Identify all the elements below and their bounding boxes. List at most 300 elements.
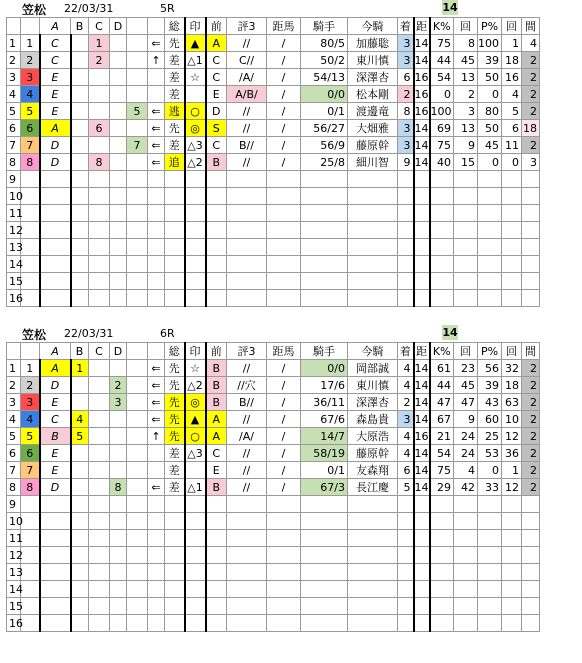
horse-row[interactable] — [7, 377, 540, 394]
rating-e[interactable] — [127, 69, 148, 86]
distance-horse[interactable]: / — [267, 394, 301, 411]
empty-cell[interactable] — [127, 256, 148, 273]
row-number[interactable]: 5 — [7, 428, 21, 445]
empty-cell[interactable] — [430, 290, 454, 307]
empty-cell[interactable] — [301, 581, 348, 598]
k-percent[interactable]: 61 — [430, 360, 454, 377]
rating-c[interactable] — [89, 479, 110, 496]
p-count[interactable]: 4 — [502, 86, 522, 103]
gate-number[interactable]: 4 — [21, 411, 40, 428]
hdr-kan[interactable]: 間 — [522, 343, 540, 360]
prediction-mark[interactable]: ▲ — [185, 35, 206, 52]
empty-cell[interactable] — [71, 188, 89, 205]
row-number[interactable]: 16 — [7, 290, 21, 307]
empty-cell[interactable] — [89, 239, 110, 256]
hdr-d[interactable]: D — [110, 343, 127, 360]
row-number[interactable]: 1 — [7, 360, 21, 377]
rating-d[interactable]: 3 — [110, 394, 127, 411]
horse-row[interactable] — [7, 137, 540, 154]
row-number[interactable]: 14 — [7, 581, 21, 598]
run-arrow[interactable]: ⇐ — [148, 479, 165, 496]
row-number[interactable]: 7 — [7, 462, 21, 479]
eval-3[interactable]: // — [227, 103, 267, 120]
row-number[interactable]: 10 — [7, 188, 21, 205]
k-count[interactable]: 8 — [454, 35, 478, 52]
interval[interactable]: 2 — [522, 479, 540, 496]
rating-a[interactable]: E — [40, 69, 71, 86]
row-number[interactable]: 12 — [7, 547, 21, 564]
rating-e[interactable]: 5 — [127, 103, 148, 120]
distance-horse[interactable]: / — [267, 52, 301, 69]
run-arrow[interactable]: ⇐ — [148, 360, 165, 377]
empty-cell[interactable] — [127, 513, 148, 530]
empty-cell[interactable] — [127, 547, 148, 564]
empty-cell[interactable] — [348, 188, 398, 205]
hdr-kishu[interactable]: 騎手 — [301, 18, 348, 35]
style-total[interactable]: 差 — [165, 69, 185, 86]
empty-cell[interactable] — [206, 188, 227, 205]
empty-cell[interactable] — [478, 615, 502, 632]
empty-cell[interactable] — [414, 513, 430, 530]
empty-cell[interactable] — [398, 171, 414, 188]
p-count[interactable]: 32 — [502, 360, 522, 377]
empty-cell[interactable] — [502, 239, 522, 256]
empty-cell[interactable] — [148, 256, 165, 273]
rating-a[interactable]: E — [40, 445, 71, 462]
empty-cell[interactable] — [414, 205, 430, 222]
rating-e[interactable] — [127, 86, 148, 103]
gate-number[interactable]: 6 — [21, 445, 40, 462]
k-percent[interactable]: 21 — [430, 428, 454, 445]
row-number[interactable]: 14 — [7, 256, 21, 273]
style-total[interactable]: 先 — [165, 120, 185, 137]
empty-cell[interactable] — [301, 530, 348, 547]
empty-cell[interactable] — [165, 564, 185, 581]
empty-cell[interactable] — [40, 547, 71, 564]
rating-c[interactable] — [89, 445, 110, 462]
rating-c[interactable] — [89, 411, 110, 428]
empty-cell[interactable] — [206, 547, 227, 564]
empty-cell[interactable] — [348, 222, 398, 239]
rating-a[interactable]: D — [40, 377, 71, 394]
prev-rating[interactable]: A — [206, 35, 227, 52]
row-number[interactable]: 10 — [7, 513, 21, 530]
empty-cell[interactable] — [148, 205, 165, 222]
empty-cell[interactable] — [127, 290, 148, 307]
empty-cell[interactable] — [206, 273, 227, 290]
empty-cell[interactable] — [267, 239, 301, 256]
horse-row[interactable] — [7, 360, 540, 377]
style-total[interactable]: 先 — [165, 411, 185, 428]
empty-cell[interactable] — [227, 239, 267, 256]
k-percent[interactable]: 29 — [430, 479, 454, 496]
rating-e[interactable] — [127, 394, 148, 411]
empty-cell[interactable] — [185, 598, 206, 615]
empty-row[interactable] — [7, 222, 540, 239]
empty-cell[interactable] — [127, 496, 148, 513]
rating-d[interactable] — [110, 445, 127, 462]
empty-cell[interactable] — [522, 171, 540, 188]
empty-cell[interactable] — [227, 513, 267, 530]
empty-cell[interactable] — [40, 188, 71, 205]
empty-cell[interactable] — [478, 171, 502, 188]
empty-cell[interactable] — [206, 513, 227, 530]
empty-cell[interactable] — [148, 222, 165, 239]
rating-b[interactable] — [71, 120, 89, 137]
eval-3[interactable]: // — [227, 479, 267, 496]
rating-d[interactable] — [110, 69, 127, 86]
empty-cell[interactable] — [165, 581, 185, 598]
distance-horse[interactable]: / — [267, 428, 301, 445]
hdr-gate[interactable] — [21, 18, 40, 35]
rating-d[interactable] — [110, 52, 127, 69]
horse-row[interactable] — [7, 394, 540, 411]
empty-cell[interactable] — [206, 171, 227, 188]
horse-row[interactable] — [7, 86, 540, 103]
empty-cell[interactable] — [227, 188, 267, 205]
rating-e[interactable]: 7 — [127, 137, 148, 154]
empty-cell[interactable] — [40, 598, 71, 615]
horse-row[interactable] — [7, 120, 540, 137]
gate-number[interactable]: 8 — [21, 154, 40, 171]
hdr-p[interactable]: P% — [478, 18, 502, 35]
hdr-sou[interactable]: 総 — [165, 343, 185, 360]
empty-cell[interactable] — [165, 513, 185, 530]
k-percent[interactable]: 75 — [430, 462, 454, 479]
jockey-stats[interactable]: 14/7 — [301, 428, 348, 445]
rating-c[interactable] — [89, 428, 110, 445]
empty-cell[interactable] — [414, 188, 430, 205]
k-count[interactable]: 4 — [454, 462, 478, 479]
run-arrow[interactable]: ⇐ — [148, 394, 165, 411]
empty-cell[interactable] — [301, 496, 348, 513]
empty-cell[interactable] — [301, 273, 348, 290]
empty-cell[interactable] — [148, 547, 165, 564]
distance-horse[interactable]: / — [267, 479, 301, 496]
empty-cell[interactable] — [71, 547, 89, 564]
prediction-mark[interactable]: △3 — [185, 137, 206, 154]
empty-cell[interactable] — [301, 547, 348, 564]
empty-cell[interactable] — [430, 530, 454, 547]
empty-cell[interactable] — [89, 547, 110, 564]
p-percent[interactable]: 39 — [478, 52, 502, 69]
empty-cell[interactable] — [301, 513, 348, 530]
rating-b[interactable]: 5 — [71, 428, 89, 445]
k-percent[interactable]: 69 — [430, 120, 454, 137]
jockey-stats[interactable]: 50/2 — [301, 52, 348, 69]
empty-cell[interactable] — [110, 205, 127, 222]
empty-cell[interactable] — [89, 188, 110, 205]
interval[interactable]: 2 — [522, 377, 540, 394]
prev-rating[interactable]: B — [206, 360, 227, 377]
prediction-mark[interactable]: △1 — [185, 479, 206, 496]
finish[interactable]: 6 — [398, 69, 414, 86]
empty-cell[interactable] — [110, 564, 127, 581]
empty-cell[interactable] — [110, 256, 127, 273]
empty-cell[interactable] — [398, 598, 414, 615]
prev-rating[interactable]: B — [206, 377, 227, 394]
empty-cell[interactable] — [165, 239, 185, 256]
distance-horse[interactable]: / — [267, 154, 301, 171]
empty-cell[interactable] — [185, 290, 206, 307]
empty-cell[interactable] — [502, 615, 522, 632]
empty-cell[interactable] — [110, 598, 127, 615]
empty-cell[interactable] — [71, 273, 89, 290]
empty-cell[interactable] — [21, 496, 40, 513]
empty-cell[interactable] — [185, 564, 206, 581]
p-percent[interactable]: 100 — [478, 35, 502, 52]
empty-cell[interactable] — [71, 564, 89, 581]
horse-row[interactable] — [7, 35, 540, 52]
empty-cell[interactable] — [21, 273, 40, 290]
row-number[interactable]: 6 — [7, 120, 21, 137]
empty-cell[interactable] — [398, 496, 414, 513]
empty-cell[interactable] — [165, 598, 185, 615]
empty-cell[interactable] — [301, 290, 348, 307]
empty-cell[interactable] — [430, 547, 454, 564]
empty-cell[interactable] — [348, 205, 398, 222]
p-percent[interactable]: 50 — [478, 120, 502, 137]
empty-cell[interactable] — [127, 222, 148, 239]
empty-cell[interactable] — [148, 188, 165, 205]
prev-rating[interactable]: A — [206, 411, 227, 428]
empty-cell[interactable] — [89, 598, 110, 615]
run-arrow[interactable]: ↑ — [148, 52, 165, 69]
hdr-k[interactable]: K% — [430, 18, 454, 35]
k-percent[interactable]: 75 — [430, 137, 454, 154]
hdr-kyori[interactable]: 距馬 — [267, 18, 301, 35]
empty-cell[interactable] — [267, 547, 301, 564]
empty-cell[interactable] — [348, 564, 398, 581]
empty-cell[interactable] — [227, 496, 267, 513]
empty-cell[interactable] — [301, 239, 348, 256]
style-total[interactable]: 差 — [165, 479, 185, 496]
empty-cell[interactable] — [478, 222, 502, 239]
distance[interactable]: 14 — [414, 138, 429, 152]
prediction-mark[interactable]: ○ — [185, 428, 206, 445]
horse-row[interactable] — [7, 479, 540, 496]
gate-number[interactable]: 2 — [21, 52, 40, 69]
rating-c[interactable]: 2 — [89, 52, 110, 69]
empty-cell[interactable] — [206, 615, 227, 632]
k-count[interactable]: 2 — [454, 86, 478, 103]
finish[interactable]: 3 — [398, 137, 414, 154]
distance[interactable]: 16 — [414, 429, 429, 443]
run-arrow[interactable]: ↑ — [148, 428, 165, 445]
horse-row[interactable] — [7, 103, 540, 120]
prediction-mark[interactable]: △2 — [185, 154, 206, 171]
empty-cell[interactable] — [478, 273, 502, 290]
empty-cell[interactable] — [348, 598, 398, 615]
empty-cell[interactable] — [227, 581, 267, 598]
hdr-arrow[interactable] — [148, 343, 165, 360]
empty-cell[interactable] — [348, 513, 398, 530]
empty-cell[interactable] — [185, 256, 206, 273]
finish[interactable]: 6 — [398, 462, 414, 479]
rating-c[interactable] — [89, 86, 110, 103]
empty-cell[interactable] — [148, 239, 165, 256]
empty-cell[interactable] — [267, 564, 301, 581]
empty-cell[interactable] — [478, 188, 502, 205]
rating-e[interactable] — [127, 154, 148, 171]
empty-cell[interactable] — [110, 171, 127, 188]
empty-cell[interactable] — [348, 496, 398, 513]
distance[interactable]: 16 — [414, 70, 429, 84]
empty-cell[interactable] — [148, 581, 165, 598]
empty-row[interactable] — [7, 188, 540, 205]
jockey-name[interactable]: 藤原幹 — [348, 137, 398, 154]
hdr-kishu[interactable]: 騎手 — [301, 343, 348, 360]
prediction-mark[interactable]: ▲ — [185, 411, 206, 428]
k-percent[interactable]: 44 — [430, 52, 454, 69]
hdr-mark[interactable]: 印 — [185, 18, 206, 35]
rating-b[interactable]: 4 — [71, 411, 89, 428]
rating-e[interactable] — [127, 411, 148, 428]
p-percent[interactable]: 56 — [478, 360, 502, 377]
jockey-stats[interactable]: 0/0 — [301, 360, 348, 377]
empty-cell[interactable] — [414, 615, 430, 632]
empty-cell[interactable] — [301, 598, 348, 615]
jockey-name[interactable]: 深澤杏 — [348, 69, 398, 86]
k-percent[interactable]: 100 — [430, 104, 452, 118]
empty-cell[interactable] — [414, 581, 430, 598]
hdr-a[interactable]: A — [40, 343, 71, 360]
distance-horse[interactable]: / — [267, 35, 301, 52]
k-count[interactable]: 24 — [454, 428, 478, 445]
empty-cell[interactable] — [267, 581, 301, 598]
empty-cell[interactable] — [40, 530, 71, 547]
empty-cell[interactable] — [21, 598, 40, 615]
empty-cell[interactable] — [478, 496, 502, 513]
empty-cell[interactable] — [40, 513, 71, 530]
empty-cell[interactable] — [89, 496, 110, 513]
rating-a[interactable]: C — [40, 52, 71, 69]
empty-cell[interactable] — [71, 598, 89, 615]
empty-cell[interactable] — [227, 598, 267, 615]
interval[interactable]: 2 — [522, 86, 540, 103]
k-count[interactable]: 9 — [454, 411, 478, 428]
empty-cell[interactable] — [267, 256, 301, 273]
k-count[interactable]: 45 — [454, 377, 478, 394]
jockey-stats[interactable]: 0/0 — [301, 86, 348, 103]
distance[interactable]: 14 — [414, 395, 429, 409]
horse-row[interactable] — [7, 411, 540, 428]
empty-cell[interactable] — [185, 188, 206, 205]
empty-cell[interactable] — [430, 581, 454, 598]
jockey-stats[interactable]: 56/9 — [301, 137, 348, 154]
eval-3[interactable]: B// — [227, 394, 267, 411]
row-number[interactable]: 15 — [7, 598, 21, 615]
empty-cell[interactable] — [502, 256, 522, 273]
gate-number[interactable]: 1 — [21, 35, 40, 52]
empty-cell[interactable] — [478, 581, 502, 598]
empty-cell[interactable] — [414, 564, 430, 581]
style-total[interactable]: 差 — [165, 52, 185, 69]
rating-b[interactable] — [71, 137, 89, 154]
empty-cell[interactable] — [110, 239, 127, 256]
rating-d[interactable] — [110, 360, 127, 377]
empty-cell[interactable] — [21, 171, 40, 188]
style-total[interactable]: 先 — [165, 377, 185, 394]
empty-cell[interactable] — [414, 598, 430, 615]
k-percent[interactable]: 40 — [430, 154, 454, 171]
empty-cell[interactable] — [522, 239, 540, 256]
p-percent[interactable]: 0 — [478, 462, 502, 479]
empty-cell[interactable] — [348, 273, 398, 290]
p-percent[interactable]: 25 — [478, 428, 502, 445]
empty-row[interactable] — [7, 256, 540, 273]
run-arrow[interactable] — [148, 445, 165, 462]
empty-row[interactable] — [7, 171, 540, 188]
distance-horse[interactable]: / — [267, 445, 301, 462]
empty-cell[interactable] — [89, 171, 110, 188]
empty-cell[interactable] — [206, 496, 227, 513]
distance-horse[interactable]: / — [267, 69, 301, 86]
empty-cell[interactable] — [522, 205, 540, 222]
empty-cell[interactable] — [71, 239, 89, 256]
empty-cell[interactable] — [148, 598, 165, 615]
k-count[interactable]: 13 — [454, 120, 478, 137]
empty-cell[interactable] — [414, 256, 430, 273]
empty-cell[interactable] — [348, 530, 398, 547]
rating-a[interactable]: A — [40, 360, 71, 377]
finish[interactable]: 3 — [398, 35, 414, 52]
rating-b[interactable] — [71, 154, 89, 171]
empty-row[interactable] — [7, 598, 540, 615]
empty-cell[interactable] — [414, 222, 430, 239]
prev-rating[interactable]: D — [206, 103, 227, 120]
row-number[interactable]: 9 — [7, 171, 21, 188]
row-number[interactable]: 5 — [7, 103, 21, 120]
empty-cell[interactable] — [165, 188, 185, 205]
empty-cell[interactable] — [301, 205, 348, 222]
empty-cell[interactable] — [398, 256, 414, 273]
p-count[interactable]: 18 — [502, 52, 522, 69]
distance[interactable]: 14 — [414, 36, 429, 50]
gate-number[interactable]: 7 — [21, 137, 40, 154]
empty-cell[interactable] — [454, 290, 478, 307]
empty-cell[interactable] — [522, 188, 540, 205]
jockey-stats[interactable]: 0/1 — [301, 103, 348, 120]
gate-number[interactable]: 4 — [21, 86, 40, 103]
empty-cell[interactable] — [502, 530, 522, 547]
jockey-stats[interactable]: 67/6 — [301, 411, 348, 428]
rating-e[interactable] — [127, 428, 148, 445]
hdr-dist[interactable]: 距 — [414, 343, 430, 360]
prev-rating[interactable]: S — [206, 120, 227, 137]
distance[interactable]: 14 — [414, 121, 429, 135]
empty-cell[interactable] — [522, 513, 540, 530]
gate-number[interactable]: 3 — [21, 69, 40, 86]
rating-e[interactable] — [127, 479, 148, 496]
empty-cell[interactable] — [522, 581, 540, 598]
empty-cell[interactable] — [40, 239, 71, 256]
empty-row[interactable] — [7, 513, 540, 530]
eval-3[interactable]: C// — [227, 52, 267, 69]
empty-cell[interactable] — [21, 547, 40, 564]
finish[interactable]: 4 — [398, 428, 414, 445]
empty-cell[interactable] — [502, 290, 522, 307]
empty-cell[interactable] — [348, 547, 398, 564]
prev-rating[interactable]: C — [206, 137, 227, 154]
empty-cell[interactable] — [478, 598, 502, 615]
empty-cell[interactable] — [227, 256, 267, 273]
empty-cell[interactable] — [502, 273, 522, 290]
row-number[interactable]: 13 — [7, 239, 21, 256]
rating-c[interactable] — [89, 377, 110, 394]
prev-rating[interactable]: B — [206, 394, 227, 411]
empty-cell[interactable] — [301, 188, 348, 205]
